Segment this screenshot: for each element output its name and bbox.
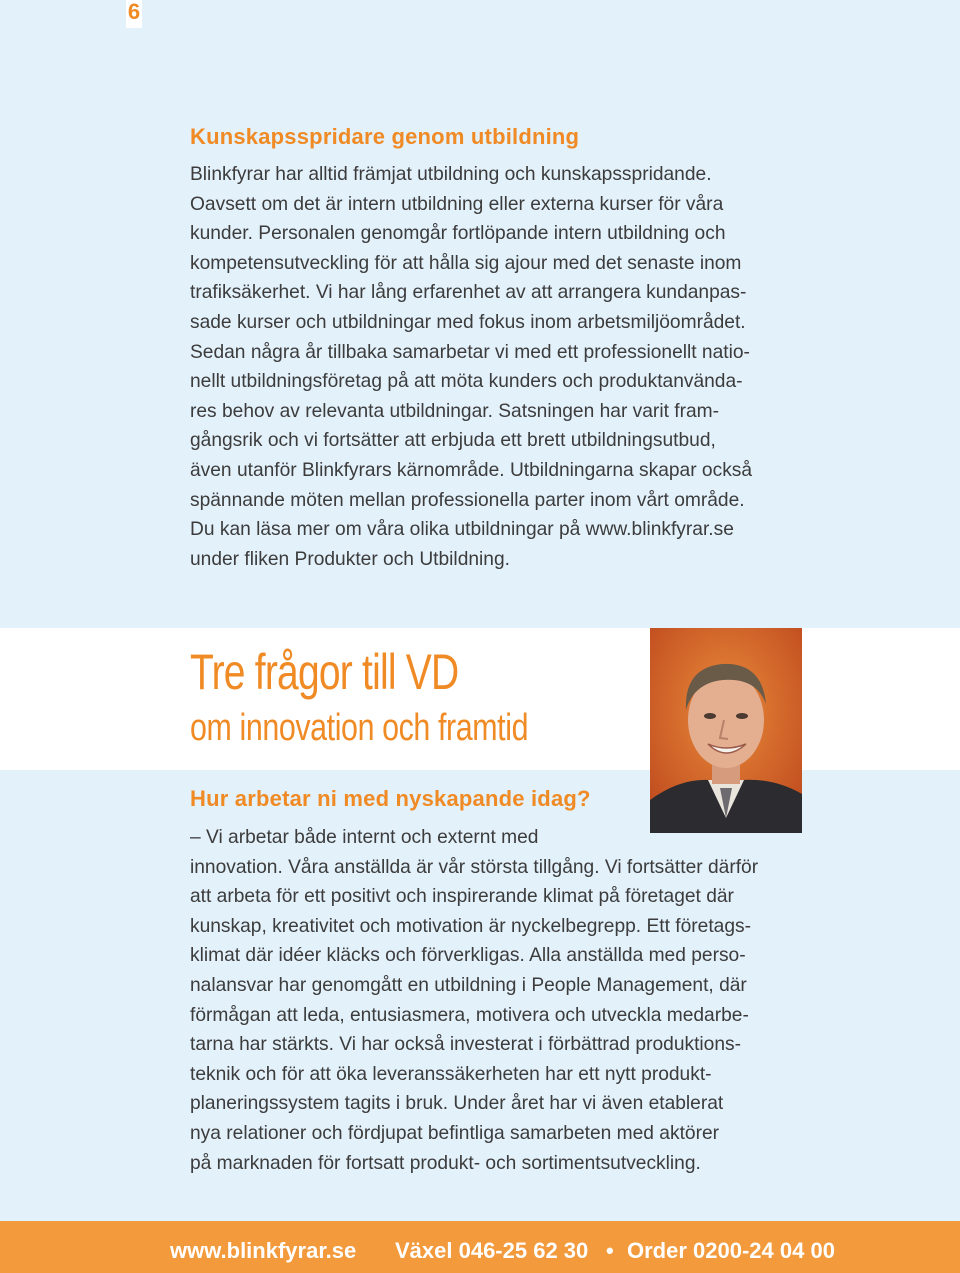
footer-website-link[interactable]: www.blinkfyrar.se [170, 1238, 357, 1263]
ceo-portrait-illustration [650, 628, 802, 833]
interview-subtitle: om innovation och framtid [190, 707, 529, 749]
footer-bullet: • [606, 1238, 614, 1263]
interview-answer: – Vi arbetar både internt och externt med innovation. Våra anställda är vår största tillgång. Vi fortsätter därför att arbeta för ett positivt och inspirerande klimat på företaget där kunskap, kreativitet och motivation är nyckelbegrepp. Ett företags- klimat där idéer kläcks och förverkligas. Alla anställda med perso- nalansvar har genomgått en utbildning i People Management, där förmågan att leda, entusiasmera, motivera och utveckla medarbe- tarna har stärkts. Vi har också investerat i förbättrad produktions- teknik och för att öka leveranssäkerheten har ett nytt produkt- planeringssystem tagits i bruk. Under året har vi även etablerat nya relationer och fördjupat befintliga samarbeten med aktörer på marknaden för fortsatt produkt- och sortimentsutveckling. [190, 827, 759, 1174]
interview-question: Hur arbetar ni med nyskapande idag? [190, 786, 591, 811]
footer-switchboard: Växel 046-25 62 30 [395, 1238, 589, 1263]
footer-order: Order 0200-24 04 00 [627, 1238, 835, 1263]
ceo-portrait [650, 628, 802, 833]
page-number: 6 [126, 0, 142, 28]
training-body: Blinkfyrar har alltid främjat utbildning och kunskapsspridande. Oavsett om det är intern utbildning eller externa kurser för våra kunder. Personalen genomgår fortlöpande intern utbildning och kompetensutveckling för att hålla sig ajour med det senaste inom trafiksäkerhet. Vi har lång erfarenhet av att arrangera kundanpas- sade kurser och utbildningar med fokus inom arbetsmiljöområdet. Sedan några år tillbaka samarbetar vi med ett professionellt natio- nellt utbildningsföretag på att möta kunders och produktanvända- res behov av relevanta utbildningar. Satsningen har varit fram- gångsrik och vi fortsätter att erbjuda ett brett utbildningsutbud, även utanför Blinkfyrars kärnområde. Utbildningarna skapar också spännande möten mellan professionella parter inom vårt område. Du kan läsa mer om våra olika utbildningar på www.blinkfyrar.se under fliken Produkter och Utbildning. [190, 164, 753, 570]
training-section [190, 124, 850, 574]
interview-title: Tre frågor till VD [190, 644, 459, 700]
interview-answer-block [190, 823, 830, 1178]
footer-bar [0, 1221, 960, 1273]
training-heading: Kunskapsspridare genom utbildning [190, 124, 580, 149]
